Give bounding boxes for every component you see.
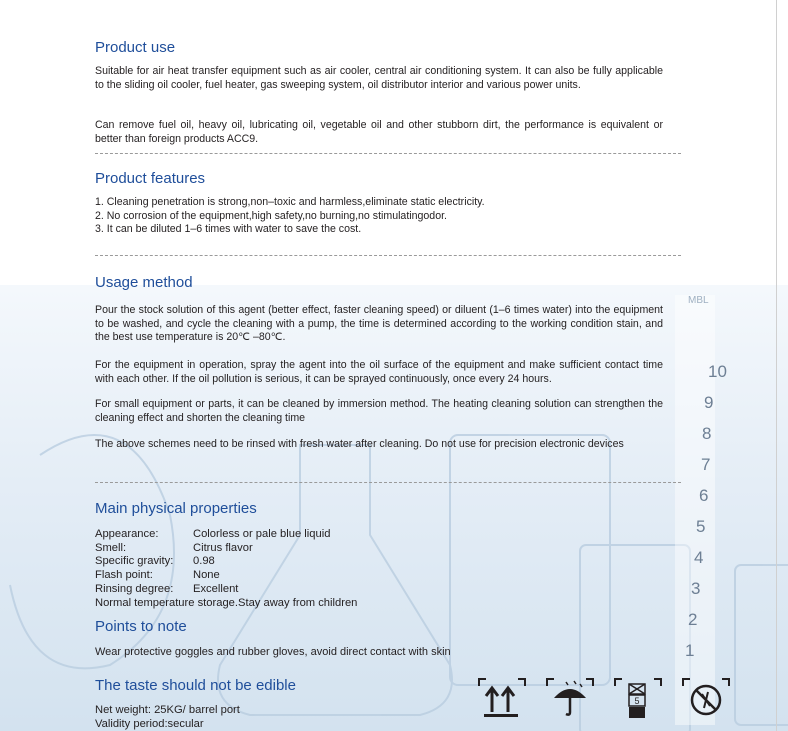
ruler-label: 10: [708, 362, 727, 381]
validity-period: Validity period:secular: [95, 717, 204, 730]
ruler-label: 1: [685, 641, 695, 660]
product-use-paragraph-1: Suitable for air heat transfer equipment such as air cooler, central air conditioning system. It can also be fully applicable to the sliding oil cooler, fuel heater, gas sweeping system, oil distributor interior and various power units.: [95, 65, 663, 91]
usage-paragraph-3: For small equipment or parts, it can be cleaned by immersion method. The heating cleaning solution can strengthen the cleaning effect and shorten the cleaning time: [95, 398, 663, 424]
physical-properties-table: [95, 528, 357, 610]
property-label: Smell:: [95, 541, 127, 554]
handling-symbols: [478, 678, 734, 720]
property-row: [95, 583, 357, 597]
ruler-label: 3: [691, 579, 701, 598]
ruler-label: 6: [699, 486, 709, 505]
beaker-label: MBL: [688, 295, 709, 306]
property-row: [95, 555, 357, 569]
usage-paragraph-1: Pour the stock solution of this agent (better effect, faster cleaning speed) or diluent (1–6 times water) into the equipment to be washed, and cycle the cleaning with a pump, the time is determined according to the working condition stain, and the best use temperature is 20℃ –80℃.: [95, 304, 663, 344]
property-label: Specific gravity:: [95, 555, 174, 568]
property-label: Appearance:: [95, 528, 159, 540]
property-value: None: [193, 569, 220, 582]
ruler-label: 2: [688, 610, 698, 629]
section-divider: [95, 153, 681, 154]
feature-item: 1. Cleaning penetration is strong,non–toxic and harmless,eliminate static electricity.: [95, 196, 485, 208]
ruler-label: 9: [704, 393, 714, 412]
cylinder-body: [675, 295, 715, 725]
section-divider: [95, 482, 681, 483]
ruler-label: 7: [701, 455, 711, 474]
package-info: [95, 704, 240, 731]
storage-note: Normal temperature storage.Stay away from children: [95, 596, 358, 609]
property-value: 0.98: [193, 555, 215, 568]
ruler-label: 4: [694, 548, 704, 567]
usage-paragraph-4: The above schemes need to be rinsed with fresh water after cleaning. Do not use for precision electronic devices: [95, 438, 624, 450]
stack-number: 5: [634, 696, 640, 706]
property-value: Citrus flavor: [193, 541, 253, 554]
prohibition-symbol: [682, 678, 734, 720]
keep-dry-symbol: [546, 678, 598, 720]
usage-paragraph-2: For the equipment in operation, spray the agent into the oil surface of the equipment and make sufficient contact time with each other. If the oil pollution is serious, it can be sprayed continuously, once every 24 hours.: [95, 359, 663, 385]
physical-properties-heading: Main physical properties: [95, 500, 257, 517]
features-list: [95, 196, 485, 237]
property-label: Flash point:: [95, 569, 153, 582]
feature-item: 3. It can be diluted 1–6 times with water to save the cost.: [95, 223, 362, 236]
net-weight: Net weight: 25KG/ barrel port: [95, 704, 240, 716]
cylinder-right-shape: [735, 565, 788, 725]
property-row: [95, 542, 357, 556]
usage-method-heading: Usage method: [95, 274, 193, 291]
product-use-paragraph-2: Can remove fuel oil, heavy oil, lubricating oil, vegetable oil and other stubborn dirt, the performance is equivalent or better than foreign products ACC9.: [95, 119, 663, 145]
points-to-note-heading: Points to note: [95, 618, 187, 635]
property-row: [95, 528, 357, 542]
property-label: Rinsing degree:: [95, 582, 174, 595]
taste-warning-heading: The taste should not be edible: [95, 677, 296, 694]
property-row: [95, 569, 357, 583]
ruler-label: 5: [696, 517, 706, 536]
stacking-limit-symbol: [614, 678, 666, 720]
ruler-label: 8: [702, 424, 712, 443]
feature-item: 2. No corrosion of the equipment,high safety,no burning,no stimulatingodor.: [95, 209, 447, 222]
property-value: Colorless or pale blue liquid: [193, 528, 331, 540]
this-way-up-symbol: [478, 678, 530, 720]
points-to-note-text: Wear protective goggles and rubber gloves, avoid direct contact with skin: [95, 646, 451, 658]
section-divider: [95, 255, 681, 256]
product-features-heading: Product features: [95, 170, 206, 187]
product-use-heading: Product use: [95, 39, 176, 56]
page-edge: [776, 0, 777, 731]
property-value: Excellent: [193, 582, 239, 595]
